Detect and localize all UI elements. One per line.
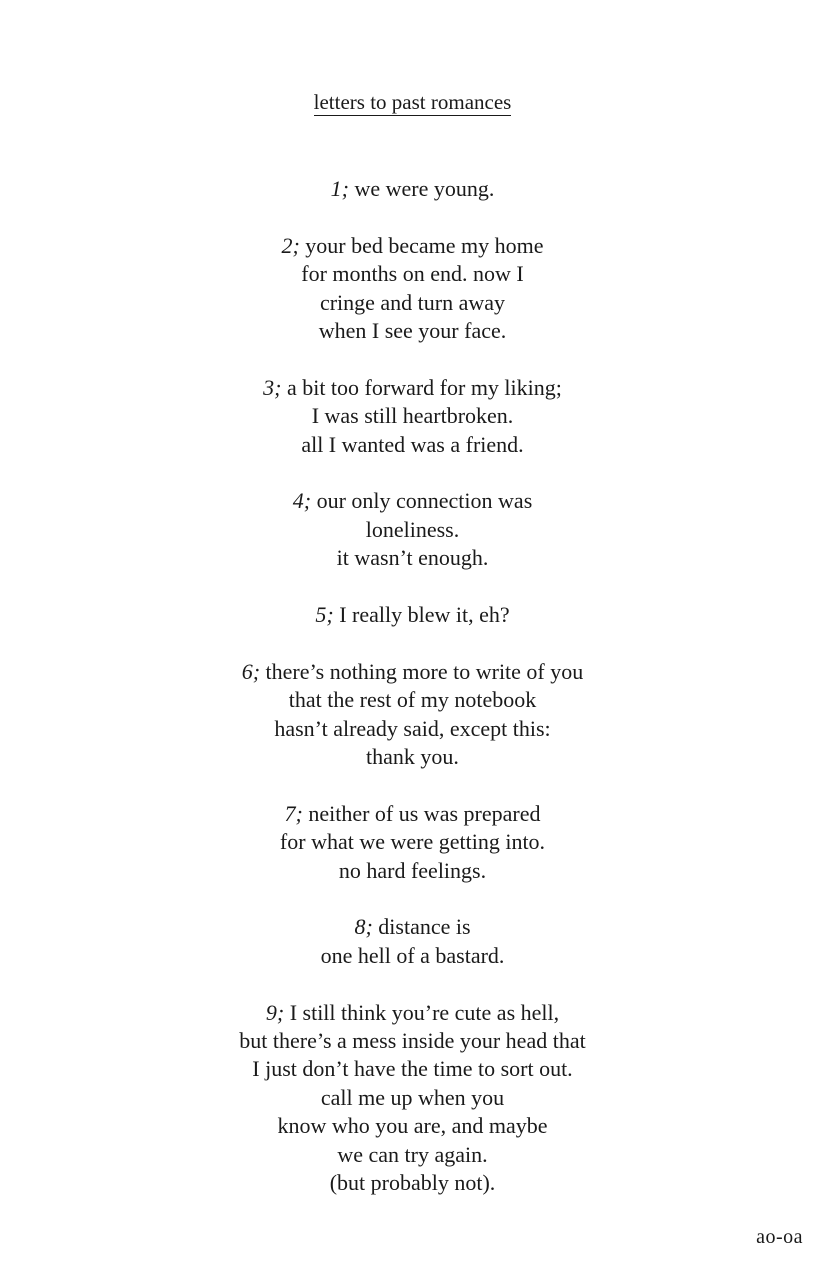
stanza-8 xyxy=(0,913,825,970)
poem-line: call me up when you xyxy=(320,1084,505,1110)
poem-line: cringe and turn away xyxy=(319,289,506,315)
stanza-number: 8; xyxy=(354,914,373,940)
poem-line: know who you are, and maybe xyxy=(277,1113,548,1139)
poem-line: thank you. xyxy=(366,744,459,770)
stanza-number: 3; xyxy=(263,374,282,400)
line-text: your bed became my home xyxy=(305,232,544,258)
poem-line: (but probably not). xyxy=(329,1170,496,1196)
line-text: there’s nothing more to write of you xyxy=(265,658,584,684)
stanza-7 xyxy=(0,800,825,885)
poem-line: no hard feelings. xyxy=(338,857,487,883)
line-text: I still think you’re cute as hell, xyxy=(289,999,560,1025)
stanza-number: 7; xyxy=(284,800,303,826)
stanza-number: 4; xyxy=(292,488,312,514)
stanza-number: 2; xyxy=(281,232,300,258)
stanza-3 xyxy=(0,374,825,459)
poem-line xyxy=(0,374,825,402)
poem-line xyxy=(0,999,825,1027)
poem-line: all I wanted was a friend. xyxy=(301,431,524,457)
poem-line: I was still heartbroken. xyxy=(311,403,514,429)
poem-line: for what we were getting into. xyxy=(279,829,546,855)
stanza-number: 9; xyxy=(265,999,285,1025)
stanza-6 xyxy=(0,658,825,772)
poem-line: one hell of a bastard. xyxy=(320,942,505,968)
stanza-9 xyxy=(0,999,825,1198)
poem-title-block xyxy=(0,88,825,116)
poem-line xyxy=(0,800,825,828)
line-text: distance is xyxy=(378,914,471,940)
poem-line xyxy=(0,601,825,629)
poem-line: when I see your face. xyxy=(318,318,507,344)
poem-line: we can try again. xyxy=(337,1141,488,1167)
poem-line: I just don’t have the time to sort out. xyxy=(252,1056,573,1082)
stanza-4 xyxy=(0,487,825,572)
line-text: I really blew it, eh? xyxy=(339,602,510,628)
poem-line: loneliness. xyxy=(365,516,460,542)
poem-line xyxy=(0,913,825,941)
stanza-number: 1; xyxy=(330,176,349,201)
poem-line: but there’s a mess inside your head that xyxy=(239,1028,586,1054)
poem-line: it wasn’t enough. xyxy=(336,545,489,571)
poem-line: that the rest of my notebook xyxy=(288,687,537,713)
stanza-5 xyxy=(0,601,825,629)
author-signature: ao-oa xyxy=(756,1226,803,1248)
stanza-number: 6; xyxy=(241,658,261,684)
line-text: our only connection was xyxy=(316,488,533,514)
poem-title: letters to past romances xyxy=(313,90,512,114)
poem-body xyxy=(0,175,825,1226)
stanza-1 xyxy=(0,175,825,203)
poem-line: hasn’t already said, except this: xyxy=(274,715,551,741)
poem-line xyxy=(0,487,825,515)
poem-line xyxy=(0,175,825,203)
stanza-2 xyxy=(0,232,825,346)
line-text: we were young. xyxy=(354,176,495,201)
line-text: a bit too forward for my liking; xyxy=(286,374,562,400)
poem-line: for months on end. now I xyxy=(301,261,524,287)
stanza-number: 5; xyxy=(315,602,334,628)
poem-line xyxy=(0,232,825,260)
poem-line xyxy=(0,658,825,686)
line-text: neither of us was prepared xyxy=(308,800,541,826)
